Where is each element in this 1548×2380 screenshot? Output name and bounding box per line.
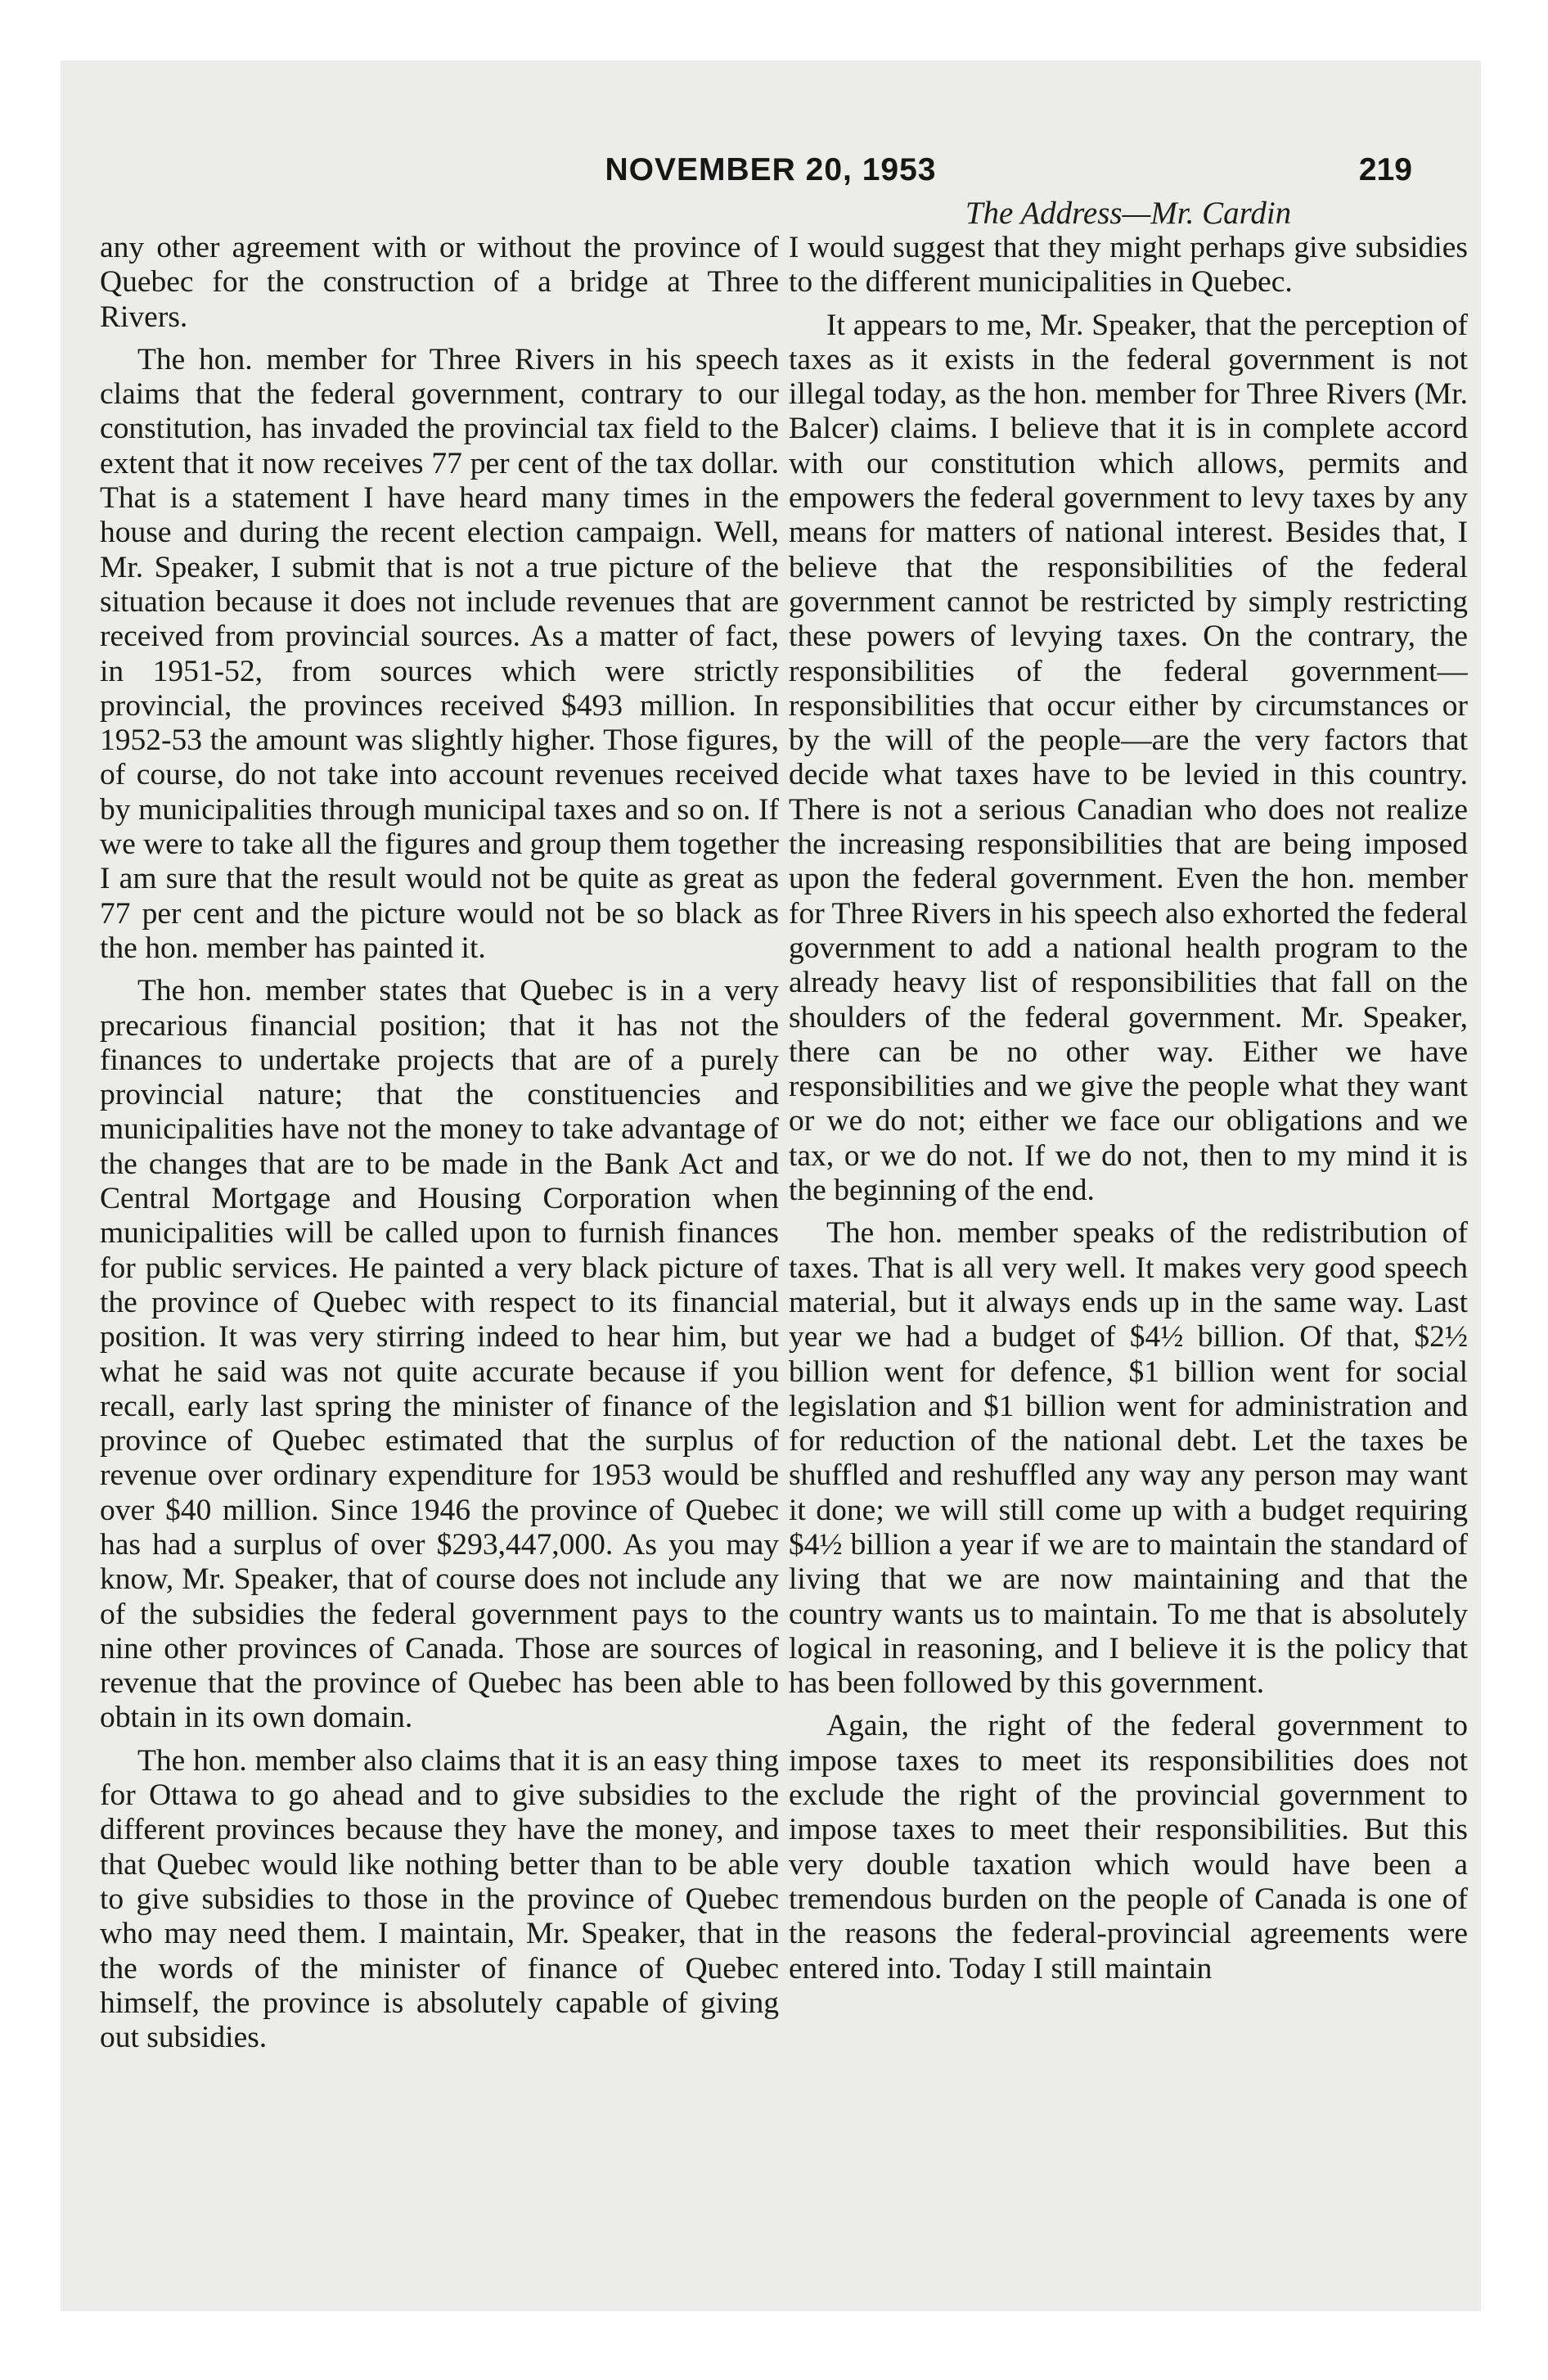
page-number: 219 (1358, 152, 1412, 187)
paragraph: The hon. member speaks of the redistribution of taxes. That is all very well. It makes very good speech material, but it always ends up in the same way. Last year we had a budget of $4½ billion. Of that, $2½ billion went for defence, $1 billion went for social legislation and $1 billion went for administration and for reduction of the national debt. Let the taxes be shuffled and reshuffled any way any person may want it done; we will still come up with a budget requiring $4½ billion a year if we are to maintain the standard of living that we are now maintaining and that the country wants us to maintain. To me that is absolutely logical in reasoning, and I believe it is the policy that has been followed by this government. (789, 1216, 1468, 1701)
left-column (100, 231, 779, 2277)
paragraph: The hon. member also claims that it is an easy thing for Ottawa to go ahead and to give subsidies to the different provinces because they have the money, and that Quebec would like nothing better than to be able to give subsidies to those in the province of Quebec who may need them. I maintain, Mr. Speaker, that in the words of the minister of finance of Quebec himself, the province is absolutely capable of giving out subsidies. (100, 1743, 779, 2055)
paragraph: I would suggest that they might perhaps give subsidies to the different municipalities in Quebec. (789, 231, 1468, 300)
paragraph: It appears to me, Mr. Speaker, that the perception of taxes as it exists in the federal government is not illegal today, as the hon. member for Three Rivers (Mr. Balcer) claims. I believe that it is in complete accord with our constitution which allows, permits and empowers the federal government to levy taxes by any means for matters of national interest. Besides that, I believe that the responsibilities of the federal government cannot be restricted by simply restricting these powers of levying taxes. On the contrary, the responsibilities of the federal government—responsibilities that occur either by circumstances or by the will of the people—are the very factors that decide what taxes have to be levied in this country. There is not a serious Canadian who does not realize the increasing responsibilities that are being imposed upon the federal government. Even the hon. member for Three Rivers in his speech also exhorted the federal government to add a national health program to the already heavy list of responsibilities that fall on the shoulders of the federal government. Mr. Speaker, there can be no other way. Either we have responsibilities and we give the people what they want or we do not; either we face our obligations and we tax, or we do not. If we do not, then to my mind it is the beginning of the end. (789, 308, 1468, 1208)
paragraph: The hon. member states that Quebec is in a very precarious financial position; that it has not the finances to undertake projects that are of a purely provincial nature; that the constituencies and municipalities have not the money to take advantage of the changes that are to be made in the Bank Act and Central Mortgage and Housing Corporation when municipalities will be called upon to furnish finances for public services. He painted a very black picture of the province of Quebec with respect to its financial position. It was very stirring indeed to hear him, but what he said was not quite accurate because if you recall, early last spring the minister of finance of the province of Quebec estimated that the surplus of revenue over ordinary expenditure for 1953 would be over $40 million. Since 1946 the province of Quebec has had a surplus of over $293,447,000. As you may know, Mr. Speaker, that of course does not include any of the subsidies the federal government pays to the nine other provinces of Canada. Those are sources of revenue that the province of Quebec has been able to obtain in its own domain. (100, 974, 779, 1735)
header-date: NOVEMBER 20, 1953 (605, 152, 937, 187)
paragraph: Again, the right of the federal government to impose taxes to meet its responsibilities does not exclude the right of the provincial government to impose taxes to meet their responsibilities. But this very double taxation which would have been a tremendous burden on the people of Canada is one of the reasons the federal-provincial agreements were entered into. Today I still maintain (789, 1709, 1468, 1986)
paragraph: any other agreement with or without the province of Quebec for the construction of a bridge at Three Rivers. (100, 231, 779, 334)
document-page (61, 61, 1481, 2311)
running-head: The Address—Mr. Cardin (965, 196, 1292, 231)
paragraph: The hon. member for Three Rivers in his speech claims that the federal government, contrary to our constitution, has invaded the provincial tax field to the extent that it now receives 77 per cent of the tax dollar. That is a statement I have heard many times in the house and during the recent election campaign. Well, Mr. Speaker, I submit that is not a true picture of the situation because it does not include revenues that are received from provincial sources. As a matter of fact, in 1951-52, from sources which were strictly provincial, the provinces received $493 million. In 1952-53 the amount was slightly higher. Those figures, of course, do not take into account revenues received by municipalities through municipal taxes and so on. If we were to take all the figures and group them together I am sure that the result would not be quite as great as 77 per cent and the picture would not be so black as the hon. member has painted it. (100, 342, 779, 965)
right-column (789, 231, 1468, 2277)
page-header (61, 152, 1481, 193)
